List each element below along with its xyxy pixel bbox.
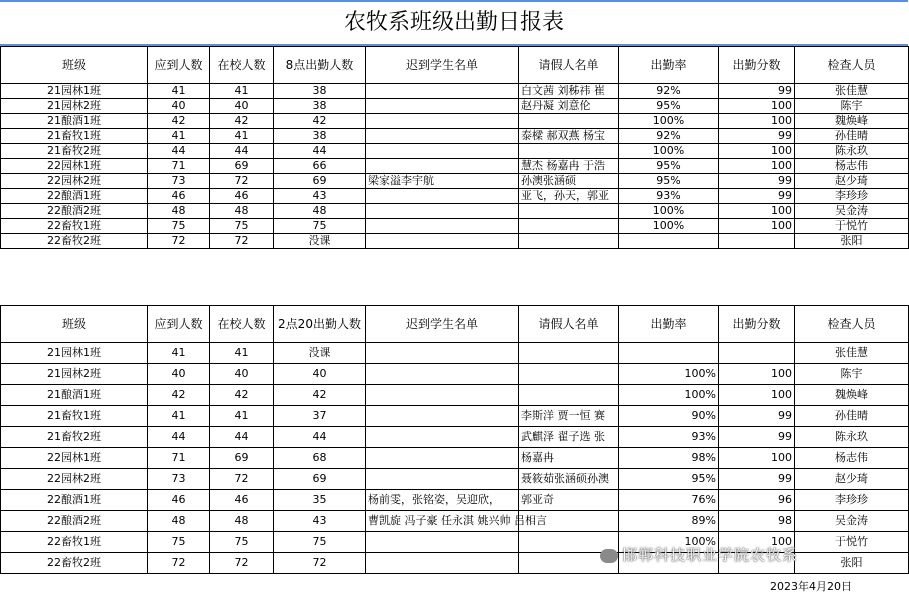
column-header: 迟到学生名单 — [366, 47, 519, 84]
table-cell: 76% — [619, 490, 719, 511]
table-cell: 22畜牧1班 — [1, 532, 148, 553]
table-cell: 100% — [619, 114, 719, 129]
table-cell: 吴金涛 — [795, 511, 909, 532]
table-row — [1, 364, 909, 385]
table-row — [1, 174, 909, 189]
table-cell: 白文茜 刘秭祎 崔 — [519, 84, 619, 99]
table-cell — [366, 129, 519, 144]
table-cell: 40 — [210, 99, 274, 114]
column-header: 请假人名单 — [519, 47, 619, 84]
table-cell — [719, 234, 795, 249]
table-cell — [619, 234, 719, 249]
table-cell: 杨前雯，张铭姿，吴迎欣， — [366, 490, 519, 511]
table-cell: 没课 — [274, 343, 366, 364]
table-cell — [366, 84, 519, 99]
table-cell: 22酿酒2班 — [1, 511, 148, 532]
table-cell: 40 — [274, 364, 366, 385]
table-cell — [366, 159, 519, 174]
column-header: 迟到学生名单 — [366, 306, 519, 343]
table-cell: 44 — [148, 144, 210, 159]
table-cell: 21园林1班 — [1, 84, 148, 99]
table-cell: 41 — [148, 84, 210, 99]
table-cell: 22酿酒1班 — [1, 490, 148, 511]
table-cell: 21酿酒1班 — [1, 385, 148, 406]
table-cell: 38 — [274, 84, 366, 99]
table-cell — [519, 364, 619, 385]
table-cell: 40 — [210, 364, 274, 385]
table-cell: 72 — [210, 553, 274, 574]
table-cell: 42 — [210, 385, 274, 406]
table-cell: 22畜牧1班 — [1, 219, 148, 234]
table-cell — [519, 385, 619, 406]
table-cell: 43 — [274, 189, 366, 204]
table-row — [1, 129, 909, 144]
table-cell: 92% — [619, 84, 719, 99]
table-cell: 99 — [719, 189, 795, 204]
wechat-icon — [600, 549, 618, 563]
column-header: 8点出勤人数 — [274, 47, 366, 84]
table-row — [1, 448, 909, 469]
table-cell — [519, 114, 619, 129]
table-cell — [366, 189, 519, 204]
table-cell: 40 — [148, 364, 210, 385]
column-header: 出勤率 — [619, 306, 719, 343]
table-cell: 魏焕峰 — [795, 114, 909, 129]
table-cell: 44 — [148, 427, 210, 448]
table-cell: 孙澳张涵硕 — [519, 174, 619, 189]
table-cell: 41 — [210, 84, 274, 99]
table-cell — [366, 144, 519, 159]
table-cell: 22园林1班 — [1, 448, 148, 469]
table-cell: 71 — [148, 159, 210, 174]
table-cell: 48 — [210, 204, 274, 219]
table-cell: 100% — [619, 532, 719, 553]
table-cell: 陈宇 — [795, 364, 909, 385]
table-row — [1, 144, 909, 159]
table-cell: 100 — [719, 114, 795, 129]
table-row — [1, 469, 909, 490]
table-cell: 赵少琦 — [795, 469, 909, 490]
table-cell: 100% — [619, 144, 719, 159]
table-cell: 22园林2班 — [1, 469, 148, 490]
table-cell: 22园林2班 — [1, 174, 148, 189]
table-cell: 21畜牧1班 — [1, 406, 148, 427]
table-cell: 41 — [210, 343, 274, 364]
table-cell: 22酿酒2班 — [1, 204, 148, 219]
morning-attendance-table — [0, 46, 909, 249]
table-row — [1, 189, 909, 204]
table-cell: 慧杰 杨嘉冉 于浩 — [519, 159, 619, 174]
table-row — [1, 204, 909, 219]
table-cell: 75 — [148, 532, 210, 553]
table-row — [1, 406, 909, 427]
table-cell: 张佳慧 — [795, 84, 909, 99]
table-cell: 95% — [619, 469, 719, 490]
table-cell: 21畜牧2班 — [1, 427, 148, 448]
table-cell: 38 — [274, 99, 366, 114]
table-cell — [366, 234, 519, 249]
table-cell: 100 — [719, 364, 795, 385]
table-row — [1, 234, 909, 249]
table-cell: 22畜牧2班 — [1, 553, 148, 574]
table-cell: 46 — [210, 189, 274, 204]
table-cell: 亚飞，孙天，郭亚 — [519, 189, 619, 204]
table-cell: 李斯洋 贾一恒 赛 — [519, 406, 619, 427]
table-cell: 99 — [719, 469, 795, 490]
table-cell — [366, 385, 519, 406]
table-cell: 93% — [619, 189, 719, 204]
table-row — [1, 99, 909, 114]
table-cell: 72 — [210, 174, 274, 189]
table-cell: 100 — [719, 385, 795, 406]
table-cell: 李珍珍 — [795, 189, 909, 204]
table-cell: 21畜牧2班 — [1, 144, 148, 159]
table-cell — [719, 343, 795, 364]
table-cell: 35 — [274, 490, 366, 511]
table-cell — [619, 343, 719, 364]
table-cell: 陈永玖 — [795, 427, 909, 448]
table-row — [1, 427, 909, 448]
table-cell: 22园林1班 — [1, 159, 148, 174]
table-cell: 42 — [148, 114, 210, 129]
table-cell — [366, 219, 519, 234]
table-cell: 21园林2班 — [1, 364, 148, 385]
table-cell: 聂筱茹张涵硕孙澳 — [519, 469, 619, 490]
watermark-text: 邯郸科技职业学院农牧系 — [622, 546, 799, 564]
table-cell: 陈宇 — [795, 99, 909, 114]
table-cell: 42 — [210, 114, 274, 129]
table-row — [1, 219, 909, 234]
table-cell — [366, 343, 519, 364]
table-cell: 99 — [719, 427, 795, 448]
table-cell: 21园林1班 — [1, 343, 148, 364]
table-cell: 孙佳晴 — [795, 406, 909, 427]
table-cell: 21园林2班 — [1, 99, 148, 114]
table-cell: 李珍珍 — [795, 490, 909, 511]
table-cell: 吴金涛 — [795, 204, 909, 219]
table-cell — [366, 204, 519, 219]
table-cell: 100% — [619, 364, 719, 385]
table-cell: 72 — [210, 234, 274, 249]
table-cell — [366, 427, 519, 448]
table-row — [1, 159, 909, 174]
table-cell — [366, 469, 519, 490]
table-cell: 41 — [148, 129, 210, 144]
table-cell: 42 — [274, 114, 366, 129]
table-cell: 杨志伟 — [795, 159, 909, 174]
table-cell — [519, 343, 619, 364]
table-cell — [519, 144, 619, 159]
table-row — [1, 114, 909, 129]
table-cell: 69 — [210, 448, 274, 469]
table-cell: 张阳 — [795, 553, 909, 574]
table-cell: 48 — [210, 511, 274, 532]
table-cell: 44 — [274, 427, 366, 448]
table-cell: 42 — [148, 385, 210, 406]
table-cell: 100 — [719, 448, 795, 469]
table-cell — [366, 114, 519, 129]
table-cell: 赵丹凝 刘意伦 — [519, 99, 619, 114]
table-cell — [366, 364, 519, 385]
table-cell: 48 — [274, 204, 366, 219]
table-cell: 梁家溢李宇航 — [366, 174, 519, 189]
table-cell: 38 — [274, 129, 366, 144]
afternoon-attendance-table — [0, 305, 909, 574]
table-cell: 21畜牧1班 — [1, 129, 148, 144]
table-cell: 75 — [210, 532, 274, 553]
table-cell: 71 — [148, 448, 210, 469]
table-cell: 100 — [719, 219, 795, 234]
table-row — [1, 84, 909, 99]
table-cell: 杨嘉冉 — [519, 448, 619, 469]
table-cell: 43 — [274, 511, 366, 532]
table-cell: 46 — [148, 490, 210, 511]
table-cell: 42 — [274, 385, 366, 406]
table-cell: 100% — [619, 204, 719, 219]
table-cell: 95% — [619, 174, 719, 189]
table-cell: 69 — [274, 469, 366, 490]
table-cell: 75 — [148, 219, 210, 234]
watermark-logo — [600, 544, 798, 565]
table-cell: 89% — [619, 511, 719, 532]
table-cell: 40 — [148, 99, 210, 114]
table-cell: 37 — [274, 406, 366, 427]
table-cell: 69 — [274, 174, 366, 189]
table-cell: 72 — [148, 234, 210, 249]
table-cell: 100% — [619, 219, 719, 234]
table-cell: 100 — [719, 99, 795, 114]
column-header: 检查人员 — [795, 47, 909, 84]
table-cell: 95% — [619, 99, 719, 114]
table-cell: 44 — [210, 427, 274, 448]
table-cell — [366, 99, 519, 114]
table-cell: 44 — [210, 144, 274, 159]
column-header: 出勤分数 — [719, 306, 795, 343]
table-cell: 99 — [719, 174, 795, 189]
table-cell: 92% — [619, 129, 719, 144]
table-cell: 93% — [619, 427, 719, 448]
table-cell: 100 — [719, 159, 795, 174]
table-cell: 41 — [148, 406, 210, 427]
table-row — [1, 511, 909, 532]
table-cell: 75 — [274, 532, 366, 553]
table-cell — [366, 553, 519, 574]
column-header: 应到人数 — [148, 47, 210, 84]
table-cell: 杨志伟 — [795, 448, 909, 469]
table-cell: 张阳 — [795, 234, 909, 249]
table-cell: 100 — [719, 532, 795, 553]
table-cell: 99 — [719, 84, 795, 99]
table-cell — [519, 234, 619, 249]
column-header: 检查人员 — [795, 306, 909, 343]
table-cell: 魏焕峰 — [795, 385, 909, 406]
column-header: 出勤分数 — [719, 47, 795, 84]
table-cell: 69 — [210, 159, 274, 174]
table-cell: 95% — [619, 159, 719, 174]
table-cell: 泰樑 郝双燕 杨宝 — [519, 129, 619, 144]
table-cell: 曹凯旋 冯子豪 任永淇 姚兴帅 吕相言 — [366, 511, 519, 532]
table-cell: 68 — [274, 448, 366, 469]
table-cell: 于悦竹 — [795, 219, 909, 234]
table-cell: 郭亚奇 — [519, 490, 619, 511]
column-header: 请假人名单 — [519, 306, 619, 343]
table-row — [1, 385, 909, 406]
table-cell: 22酿酒1班 — [1, 189, 148, 204]
table-cell: 44 — [274, 144, 366, 159]
page-title: 农牧系班级出勤日报表 — [0, 2, 908, 46]
table-cell: 赵少琦 — [795, 174, 909, 189]
table-cell: 41 — [210, 406, 274, 427]
table-cell: 75 — [210, 219, 274, 234]
table-cell: 100 — [719, 144, 795, 159]
table-cell — [519, 204, 619, 219]
table-cell: 武麒泽 翟子选 张 — [519, 427, 619, 448]
table-cell: 96 — [719, 490, 795, 511]
table-cell: 张佳慧 — [795, 343, 909, 364]
table-cell: 46 — [210, 490, 274, 511]
table-cell: 46 — [148, 189, 210, 204]
table-cell: 72 — [148, 553, 210, 574]
table-cell: 于悦竹 — [795, 532, 909, 553]
table-cell: 孙佳晴 — [795, 129, 909, 144]
table-cell: 41 — [148, 343, 210, 364]
table-cell: 66 — [274, 159, 366, 174]
table-cell: 100 — [719, 204, 795, 219]
column-header: 2点20出勤人数 — [274, 306, 366, 343]
table-cell: 72 — [274, 553, 366, 574]
table-cell: 21酿酒1班 — [1, 114, 148, 129]
table-cell: 98% — [619, 448, 719, 469]
table-cell: 99 — [719, 129, 795, 144]
column-header: 应到人数 — [148, 306, 210, 343]
table-cell: 99 — [719, 406, 795, 427]
table-cell: 100% — [619, 385, 719, 406]
column-header: 班级 — [1, 306, 148, 343]
table-cell — [519, 219, 619, 234]
table-cell — [366, 448, 519, 469]
table-cell: 48 — [148, 511, 210, 532]
table-cell: 72 — [210, 469, 274, 490]
table-row — [1, 490, 909, 511]
column-header: 在校人数 — [210, 47, 274, 84]
table-cell — [366, 406, 519, 427]
table-cell: 41 — [210, 129, 274, 144]
table-cell — [366, 532, 519, 553]
table-cell: 陈永玖 — [795, 144, 909, 159]
table-cell: 73 — [148, 469, 210, 490]
report-date: 2023年4月20日 — [770, 580, 852, 593]
column-header: 出勤率 — [619, 47, 719, 84]
column-header: 班级 — [1, 47, 148, 84]
table-cell: 48 — [148, 204, 210, 219]
table-cell: 22畜牧2班 — [1, 234, 148, 249]
table-row — [1, 343, 909, 364]
table-cell: 98 — [719, 511, 795, 532]
table-cell: 73 — [148, 174, 210, 189]
table-cell: 75 — [274, 219, 366, 234]
column-header: 在校人数 — [210, 306, 274, 343]
table-cell: 没课 — [274, 234, 366, 249]
table-cell: 90% — [619, 406, 719, 427]
